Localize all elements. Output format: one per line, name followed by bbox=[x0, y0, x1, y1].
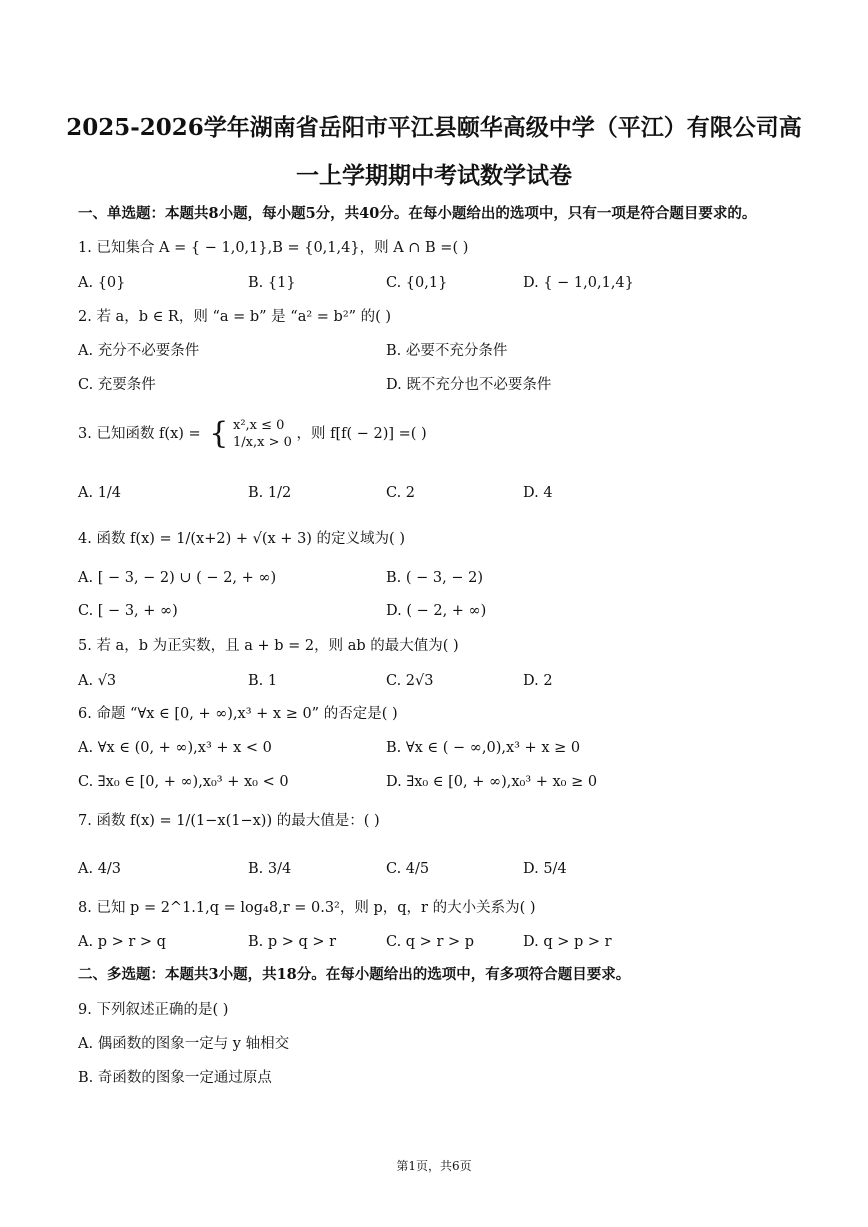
q7-option-a: A. 4/3 bbox=[78, 861, 122, 877]
q4-option-b: B. ( − 3, − 2) bbox=[386, 570, 483, 586]
exam-title-line2: 一上学期期中考试数学试卷 bbox=[296, 162, 572, 189]
question-6-stem: 6. 命题 “∀x ∈ [0, + ∞),x³ + x ≥ 0” 的否定是( ) bbox=[78, 706, 398, 722]
q5-option-d: D. 2 bbox=[523, 673, 553, 689]
section-heading-multiple-choice: 二、多选题：本题共3小题，共18分。在每小题给出的选项中，有多项符合题目要求。 bbox=[78, 966, 631, 983]
q1-option-b: B. {1} bbox=[248, 275, 296, 291]
q1-option-c: C. {0,1} bbox=[386, 275, 448, 291]
q4-option-a: A. [ − 3, − 2) ∪ ( − 2, + ∞) bbox=[78, 570, 277, 586]
question-9-stem: 9. 下列叙述正确的是( ) bbox=[78, 1002, 229, 1018]
page-footer: 第1页，共6页 bbox=[396, 1159, 472, 1173]
q3-stem-prefix: 3. 已知函数 f(x) = bbox=[78, 426, 201, 442]
question-8-stem: 8. 已知 p = 2^1.1,q = log₄8,r = 0.3²，则 p，q，r 的大小关系为( ) bbox=[78, 900, 536, 916]
question-2-stem: 2. 若 a，b ∈ R，则 “a = b” 是 “a² = b²” 的( ) bbox=[78, 309, 392, 325]
q5-option-a: A. √3 bbox=[78, 673, 117, 689]
question-7-stem: 7. 函数 f(x) = 1/(1−x(1−x)) 的最大值是：( ) bbox=[78, 813, 380, 829]
piecewise-case-1: x²,x ≤ 0 bbox=[232, 418, 285, 433]
q5-option-b: B. 1 bbox=[248, 673, 278, 689]
q4-option-c: C. [ − 3, + ∞) bbox=[78, 603, 178, 619]
piecewise-brace: { bbox=[209, 416, 229, 451]
piecewise-case-2: 1/x,x > 0 bbox=[232, 435, 292, 450]
q5-option-c: C. 2√3 bbox=[386, 673, 434, 689]
piecewise-cases bbox=[233, 417, 292, 451]
q1-option-a: A. {0} bbox=[78, 275, 126, 291]
exam-title-line1: 2025-2026学年湖南省岳阳市平江县颐华高级中学（平江）有限公司高 bbox=[66, 114, 802, 141]
q3-option-a: A. 1/4 bbox=[78, 485, 122, 501]
q9-option-a: A. 偶函数的图象一定与 y 轴相交 bbox=[78, 1036, 290, 1052]
q7-option-b: B. 3/4 bbox=[248, 861, 292, 877]
q8-option-b: B. p > q > r bbox=[248, 934, 337, 950]
q3-stem-suffix: ，则 f[f( − 2)] =( ) bbox=[296, 426, 427, 442]
q2-option-d: D. 既不充分也不必要条件 bbox=[386, 377, 552, 393]
q2-option-b: B. 必要不充分条件 bbox=[386, 343, 508, 359]
q6-option-a: A. ∀x ∈ (0, + ∞),x³ + x < 0 bbox=[78, 740, 272, 756]
q6-option-d: D. ∃x₀ ∈ [0, + ∞),x₀³ + x₀ ≥ 0 bbox=[386, 774, 598, 790]
q2-option-c: C. 充要条件 bbox=[78, 377, 156, 393]
q3-option-d: D. 4 bbox=[523, 485, 553, 501]
question-4-stem: 4. 函数 f(x) = 1/(x+2) + √(x + 3) 的定义域为( ) bbox=[78, 531, 405, 547]
q6-option-c: C. ∃x₀ ∈ [0, + ∞),x₀³ + x₀ < 0 bbox=[78, 774, 289, 790]
q7-option-d: D. 5/4 bbox=[523, 861, 567, 877]
q3-option-c: C. 2 bbox=[386, 485, 416, 501]
question-3-stem bbox=[78, 414, 427, 454]
q9-option-b: B. 奇函数的图象一定通过原点 bbox=[78, 1070, 272, 1086]
q1-option-d: D. { − 1,0,1,4} bbox=[523, 275, 634, 291]
q3-option-b: B. 1/2 bbox=[248, 485, 292, 501]
question-1-stem: 1. 已知集合 A = { − 1,0,1},B = {0,1,4}，则 A ∩ B =( ) bbox=[78, 240, 469, 256]
q6-option-b: B. ∀x ∈ ( − ∞,0),x³ + x ≥ 0 bbox=[386, 740, 581, 756]
q8-option-a: A. p > r > q bbox=[78, 934, 166, 950]
q8-option-c: C. q > r > p bbox=[386, 934, 475, 950]
q7-option-c: C. 4/5 bbox=[386, 861, 430, 877]
section-heading-single-choice: 一、单选题：本题共8小题，每小题5分，共40分。在每小题给出的选项中，只有一项是符合题目要求的。 bbox=[78, 205, 757, 222]
question-5-stem: 5. 若 a，b 为正实数，且 a + b = 2，则 ab 的最大值为( ) bbox=[78, 638, 459, 654]
q2-option-a: A. 充分不必要条件 bbox=[78, 343, 200, 359]
q4-option-d: D. ( − 2, + ∞) bbox=[386, 603, 487, 619]
q8-option-d: D. q > p > r bbox=[523, 934, 612, 950]
